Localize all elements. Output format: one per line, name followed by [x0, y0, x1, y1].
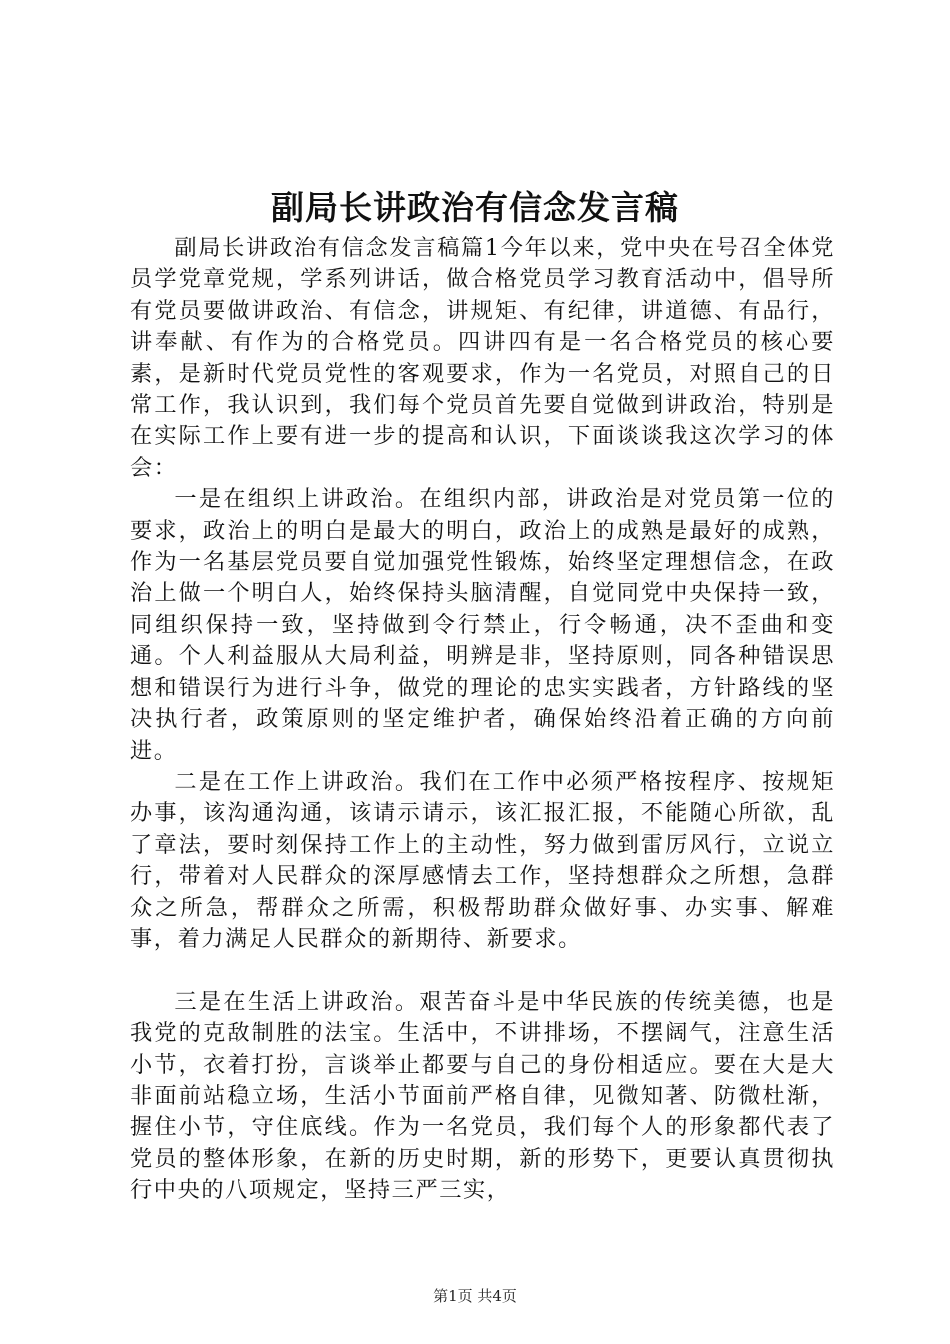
- document-body: [130, 233, 835, 1207]
- paragraph-life: 三是在生活上讲政治。艰苦奋斗是中华民族的传统美德，也是我党的克敌制胜的法宝。生活中，不讲排场，不摆阔气，注意生活小节，衣着打扮，言谈举止都要与自己的身份相适应。要在大是大非面前站稳立场，生活小节面前严格自律，见微知著、防微杜渐，握住小节，守住底线。作为一名党员，我们每个人的形象都代表了党员的整体形象，在新的历史时期，新的形势下，更要认真贯彻执行中央的八项规定，坚持三严三实，: [130, 988, 835, 1204]
- paragraph-work: 二是在工作上讲政治。我们在工作中必须严格按程序、按规矩办事，该沟通沟通，该请示请示，该汇报汇报，不能随心所欲，乱了章法，要时刻保持工作上的主动性，努力做到雷厉风行，立说立行，带着对人民群众的深厚感情去工作，坚持想群众之所想，急群众之所急，帮群众之所需，积极帮助群众做好事、办实事、解难事，着力满足人民群众的新期待、新要求。: [130, 768, 835, 952]
- paragraph-spacer: [130, 955, 835, 986]
- paragraph-organization: 一是在组织上讲政治。在组织内部，讲政治是对党员第一位的要求，政治上的明白是最大的明白，政治上的成熟是最好的成熟，作为一名基层党员要自觉加强党性锻炼，始终坚定理想信念，在政治上做一个明白人，始终保持头脑清醒，自觉同党中央保持一致，同组织保持一致，坚持做到令行禁止，行令畅通，决不歪曲和变通。个人利益服从大局利益，明辨是非，坚持原则，同各种错误思想和错误行为进行斗争，做党的理论的忠实实践者，方针路线的坚决执行者，政策原则的坚定维护者，确保始终沿着正确的方向前进。: [130, 486, 835, 764]
- page-number-footer: 第1页 共4页: [433, 1287, 517, 1305]
- document-title: 副局长讲政治有信念发言稿: [271, 188, 679, 227]
- paragraph-intro: 副局长讲政治有信念发言稿篇1今年以来，党中央在号召全体党员学党章党规，学系列讲话，做合格党员学习教育活动中，倡导所有党员要做讲政治、有信念，讲规矩、有纪律，讲道德、有品行，讲奉献、有作为的合格党员。四讲四有是一名合格党员的核心要素，是新时代党员党性的客观要求，作为一名党员，对照自己的日常工作，我认识到，我们每个党员首先要自觉做到讲政治，特别是在实际工作上要有进一步的提高和认识，下面谈谈我这次学习的体会：: [130, 235, 835, 481]
